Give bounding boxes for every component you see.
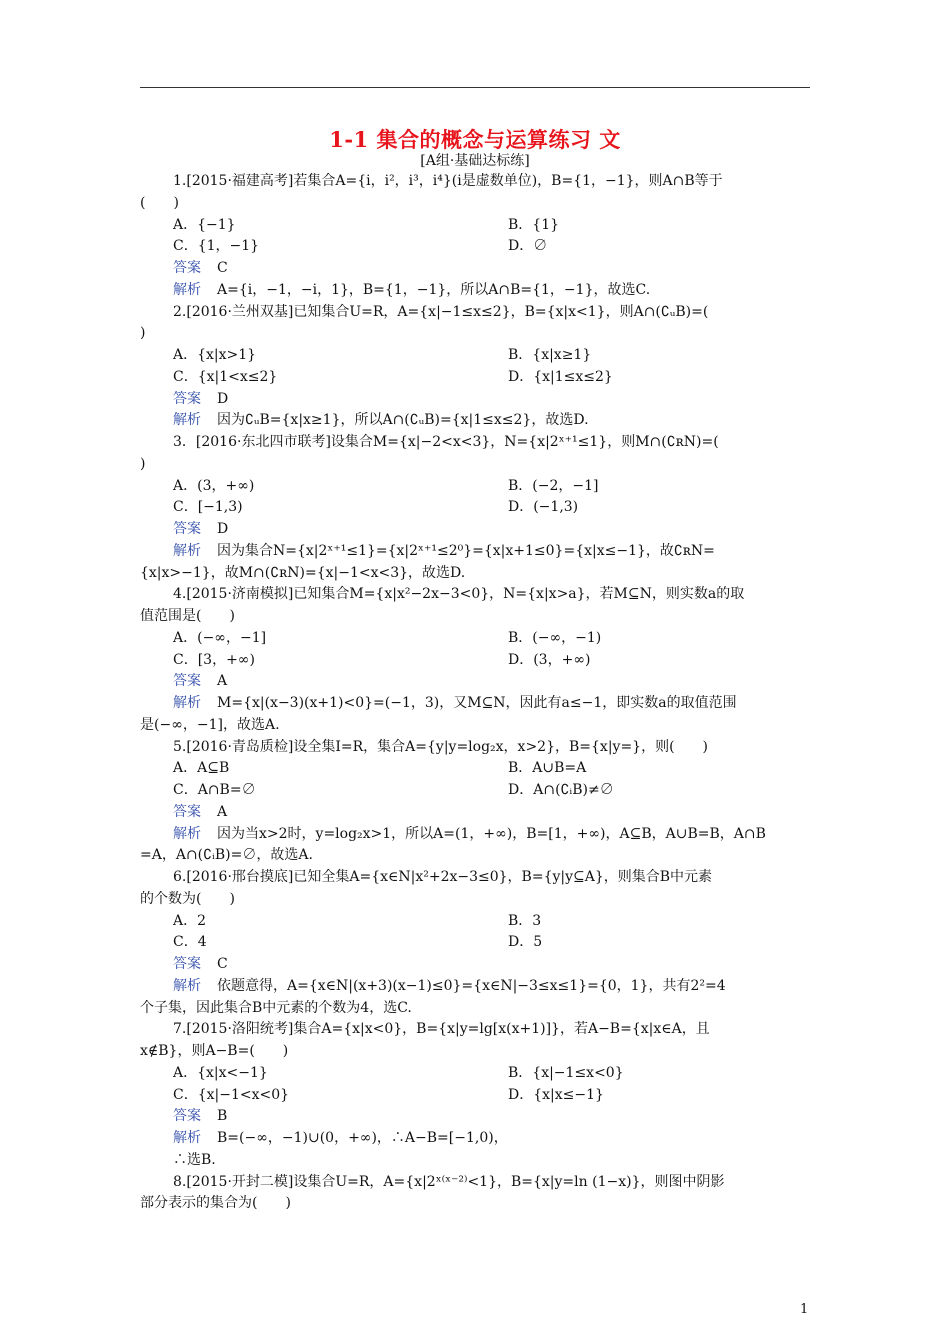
option-right: D．{x|x≤−1} (508, 1086, 604, 1103)
answer-label: 答案 (173, 803, 201, 820)
analysis-label: 解析 (173, 281, 201, 298)
analysis-line (140, 824, 810, 846)
options-row (140, 367, 810, 389)
options-row (140, 345, 810, 367)
continuation-line: ) (140, 325, 146, 342)
option-right: D．{x|1≤x≤2} (508, 368, 613, 385)
continuation-line: {x|x>−1}，故M∩(∁ʀN)={x|−1<x<3}，故选D. (140, 564, 466, 581)
question-line: 1.[2015·福建高考]若集合A={i，i²，i³，i⁴}(i是虚数单位)，B={1，−1}，则A∩B等于 (173, 173, 723, 189)
analysis-label: 解析 (173, 1130, 201, 1146)
option-left: A．{x|x>1} (173, 347, 257, 363)
continuation-line: ) (140, 455, 146, 472)
option-right: B．{x|x≥1} (508, 347, 592, 363)
answer-label: 答案 (173, 956, 201, 972)
answer-label: 答案 (173, 673, 201, 690)
line-text: 依题意得，A={x∈N|(x+3)(x−1)≤0}={x∈N|−3≤x≤1}={0，1}，共有2²=4 (217, 977, 726, 994)
continuation-line: 值范围是( ) (140, 608, 235, 624)
options-row (140, 650, 810, 672)
options-row (140, 215, 810, 237)
line-text: M={x|(x−3)(x+1)<0}=(−1，3)，又M⊆N，因此有a≤−1，即实数a的取值范围 (217, 695, 737, 711)
option-right: D．A∩(∁ᵢB)≠∅ (508, 782, 614, 798)
answer-line (140, 802, 810, 824)
line-text: B=(−∞，−1)∪(0，+∞)，∴A−B=[−1,0)， (217, 1130, 508, 1146)
continuation-line: 是(−∞，−1]，故选A. (140, 716, 280, 733)
question-line: 5.[2016·青岛质检]设全集I=R，集合A={y|y=log₂x，x>2}，B={x|y=}，则( ) (173, 738, 708, 755)
option-right: B．{x|−1≤x<0} (508, 1064, 624, 1081)
continuation-line: 的个数为( ) (140, 890, 235, 907)
analysis-line (140, 280, 810, 302)
line-text: 因为集合N={x|2ˣ⁺¹≤1}={x|2ˣ⁺¹≤2⁰}={x|x+1≤0}={x|x≤−1}，故∁ʀN= (217, 542, 715, 559)
options-row (140, 758, 810, 780)
answer-line (140, 258, 810, 280)
option-left: C．[−1,3) (173, 499, 243, 516)
answer-line (140, 389, 810, 411)
option-right: D．5 (508, 934, 543, 951)
analysis-line (140, 410, 810, 432)
option-left: C．4 (173, 934, 207, 951)
answer-label: 答案 (173, 1108, 201, 1125)
option-left: A．{−1} (173, 216, 236, 233)
option-right: D．(3，+∞) (508, 651, 591, 668)
analysis-line (140, 693, 810, 715)
question-line: ∴选B. (173, 1151, 216, 1168)
option-right: B．(−∞，−1) (508, 629, 602, 646)
answer-line (140, 671, 810, 693)
analysis-label: 解析 (173, 977, 201, 994)
option-right: B．A∪B=A (508, 760, 587, 777)
option-left: C．{x|1<x≤2} (173, 368, 278, 385)
line-text: D (217, 521, 229, 537)
line-text: B (217, 1108, 228, 1125)
option-right: B．3 (508, 912, 542, 929)
option-left: C．{x|−1<x<0} (173, 1086, 290, 1103)
continuation-line: =A，A∩(∁ᵢB)=∅，故选A. (140, 847, 313, 864)
options-row (140, 1085, 810, 1107)
answer-label: 答案 (173, 390, 201, 407)
question-line: 6.[2016·邢台摸底]已知全集A={x∈N|x²+2x−3≤0}，B={y|y⊆A}，则集合B中元素 (173, 869, 713, 885)
continuation-line: 部分表示的集合为( ) (140, 1195, 291, 1212)
line-text: C (217, 260, 228, 276)
answer-label: 答案 (173, 521, 201, 537)
continuation-line: ( ) (140, 194, 179, 211)
option-left: A．A⊆B (173, 760, 230, 777)
option-right: B．{1} (508, 216, 560, 233)
group-heading: [A组·基础达标练] (420, 153, 530, 169)
option-right: D．∅ (508, 238, 548, 255)
analysis-label: 解析 (173, 542, 201, 559)
options-row (140, 911, 810, 933)
continuation-line: 个子集，因此集合B中元素的个数为4，选C. (140, 999, 412, 1016)
options-row (140, 236, 810, 258)
question-line: 8.[2015·开封二模]设集合U=R，A={x|2ˣ⁽ˣ⁻²⁾<1}，B={x|y=ln (1−x)}，则图中阴影 (173, 1173, 725, 1190)
option-left: C．{1，−1} (173, 238, 260, 255)
option-left: A．(−∞，−1] (173, 629, 267, 646)
line-text: 因为∁ᵤB={x|x≥1}，所以A∩(∁ᵤB)={x|1≤x≤2}，故选D. (217, 412, 589, 429)
answer-label: 答案 (173, 260, 201, 276)
option-left: A．(3，+∞) (173, 477, 255, 494)
options-row (140, 1063, 810, 1085)
analysis-line (140, 976, 810, 998)
line-text: A={i，−1，−i，1}，B={1，−1}，所以A∩B={1，−1}，故选C. (217, 281, 651, 298)
analysis-label: 解析 (173, 825, 201, 842)
header-rule (140, 87, 810, 88)
option-right: D．(−1,3) (508, 499, 579, 516)
answer-line (140, 1106, 810, 1128)
options-row (140, 476, 810, 498)
analysis-label: 解析 (173, 695, 201, 711)
question-line: 2.[2016·兰州双基]已知集合U=R，A={x|−1≤x≤2}，B={x|x<1}，则A∩(∁ᵤB)=( (173, 303, 709, 320)
line-text: A (217, 673, 228, 690)
option-left: C．A∩B=∅ (173, 782, 256, 798)
options-row (140, 628, 810, 650)
analysis-line (140, 541, 810, 563)
page-number: 1 (800, 1302, 809, 1317)
document-body (140, 171, 810, 1215)
options-row (140, 497, 810, 519)
option-left: A．{x|x<−1} (173, 1064, 268, 1081)
question-line: 3．[2016·东北四市联考]设集合M={x|−2<x<3}，N={x|2ˣ⁺¹≤1}，则M∩(∁ʀN)=( (173, 434, 719, 450)
analysis-label: 解析 (173, 412, 201, 429)
option-left: A．2 (173, 912, 207, 929)
line-text: C (217, 956, 228, 972)
line-text: 因为当x>2时，y=log₂x>1，所以A=(1，+∞)，B=[1，+∞)，A⊆B，A∪B=B，A∩B (217, 825, 766, 842)
option-right: B．(−2，−1] (508, 477, 599, 494)
question-line: 4.[2015·济南模拟]已知集合M={x|x²−2x−3<0}，N={x|x>a}，若M⊆N，则实数a的取 (173, 586, 745, 603)
option-left: C．[3，+∞) (173, 651, 255, 668)
line-text: A (217, 803, 228, 820)
question-line: 7.[2015·洛阳统考]集合A={x|x<0}，B={x|y=lg[x(x+1)]}，若A−B={x|x∈A，且 (173, 1021, 710, 1038)
page-title: 1-1 集合的概念与运算练习 文 (329, 127, 621, 152)
options-row (140, 932, 810, 954)
line-text: D (217, 390, 229, 407)
analysis-line (140, 1128, 810, 1150)
answer-line (140, 519, 810, 541)
options-row (140, 780, 810, 802)
continuation-line: x∉B}，则A−B=( ) (140, 1043, 289, 1059)
answer-line (140, 954, 810, 976)
